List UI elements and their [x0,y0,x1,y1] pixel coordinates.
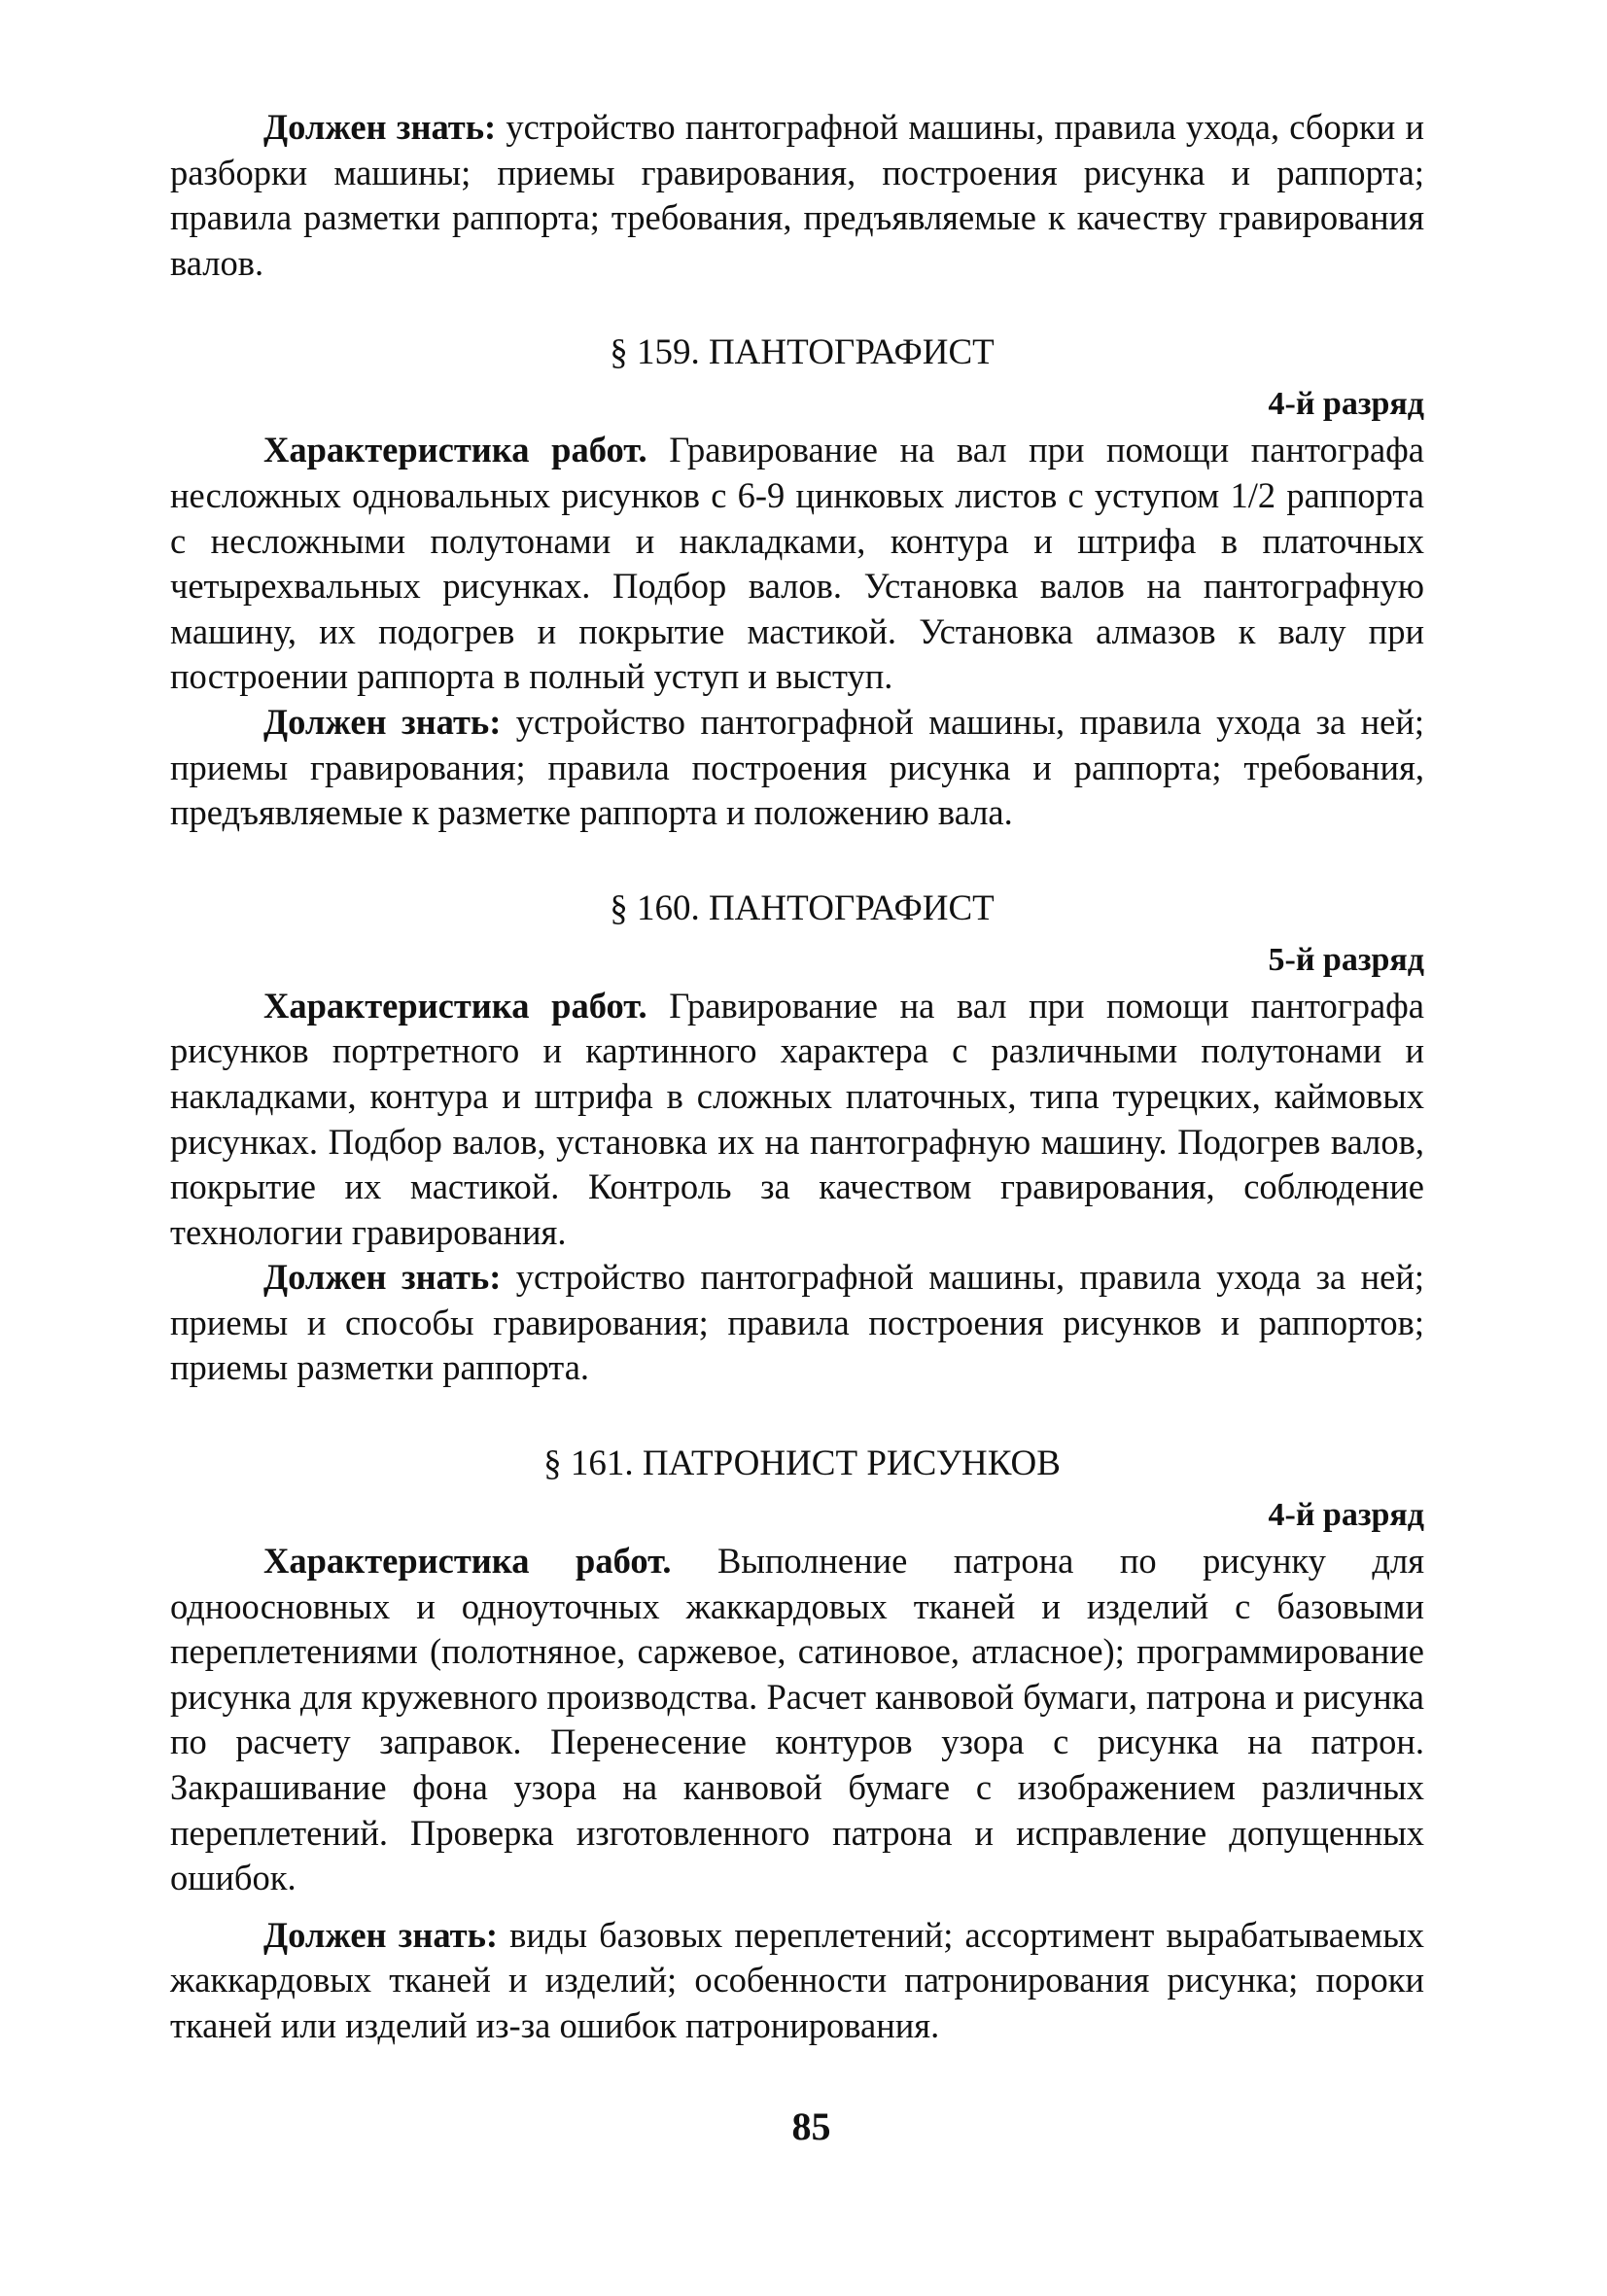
document-page [170,105,1424,2049]
section-160 [170,887,1424,1391]
knowledge-label: Должен знать: [263,107,497,147]
intro-paragraph [170,105,1424,286]
characteristics-text: Выполнение патрона по рисунку для одноосновных и одноуточных жаккардовых тканей и изделий с базовыми переплетениями (полотняное, саржевое, сатиновое, атласное); программирование рисунка для кружевного производства. Расчет канвовой бумаги, патрона и рисунка по расчету заправок. Перенесение контуров узора с рисунка на патрон. Закрашивание фона узора на канвовой бумаге с изображением различных переплетений. Проверка изготовленного патрона и исправление допущенных ошибок. [170,1541,1424,1898]
characteristics-text: Гравирование на вал при помощи пантографа несложных одновальных рисунков с 6-9 цинковых листов с уступом 1/2 раппорта с несложными полутонами и накладками, контура и штрифа в платочных четырехвальных рисунках. Подбор валов. Установка валов на пантографную машину, их подогрев и покрытие мастикой. Установка алмазов к валу при построении раппорта в полный уступ и выступ. [170,430,1424,697]
knowledge-paragraph [170,1255,1424,1391]
knowledge-text: устройство пантографной машины, правила ухода за ней; приемы гравирования; правила построения рисунка и раппорта; требования, предъявляемые к разметке раппорта и положению вала. [170,701,1424,833]
knowledge-label: Должен знать: [263,1257,502,1298]
knowledge-text: устройство пантографной машины, правила ухода, сборки и разборки машины; приемы гравирования, построения рисунка и раппорта; правила разметки раппорта; требования, предъявляемые к качеству гравирования валов. [170,107,1424,283]
knowledge-label: Должен знать: [263,1914,499,1955]
section-159 [170,330,1424,835]
section-161 [170,1442,1424,2049]
characteristics-label: Характеристика работ. [263,430,647,470]
page-number: 85 [791,2105,831,2148]
section-grade: 4-й разряд [1268,386,1424,423]
section-grade: 5-й разряд [1268,941,1424,978]
knowledge-label: Должен знать: [263,701,502,742]
knowledge-paragraph [170,1913,1424,2049]
section-title: § 159. ПАНТОГРАФИСТ [610,332,995,373]
knowledge-text: устройство пантографной машины, правила ухода за ней; приемы и способы гравирования; правила построения рисунков и раппортов; приемы разметки раппорта. [170,1257,1424,1388]
characteristics-label: Характеристика работ. [263,985,647,1026]
characteristics-text: Гравирование на вал при помощи пантографа рисунков портретного и картинного характера с различными полутонами и накладками, контура и штрифа в сложных платочных, типа турецких, каймовых рисунках. Подбор валов, установка их на пантографную машину. Подогрев валов, покрытие их мастикой. Контроль за качеством гравирования, соблюдение технологии гравирования. [170,985,1424,1252]
characteristics-paragraph [170,984,1424,1256]
section-title: § 160. ПАНТОГРАФИСТ [610,887,995,928]
characteristics-label: Характеристика работ. [263,1541,672,1582]
section-grade: 4-й разряд [1268,1497,1424,1534]
characteristics-paragraph [170,428,1424,700]
knowledge-text: виды базовых переплетений; ассортимент вырабатываемых жаккардовых тканей и изделий; особенности патронирования рисунка; пороки тканей или изделий из-за ошибок патронирования. [170,1914,1424,2045]
characteristics-paragraph [170,1539,1424,1901]
knowledge-paragraph [170,700,1424,836]
section-title: § 161. ПАТРОНИСТ РИСУНКОВ [543,1444,1061,1484]
